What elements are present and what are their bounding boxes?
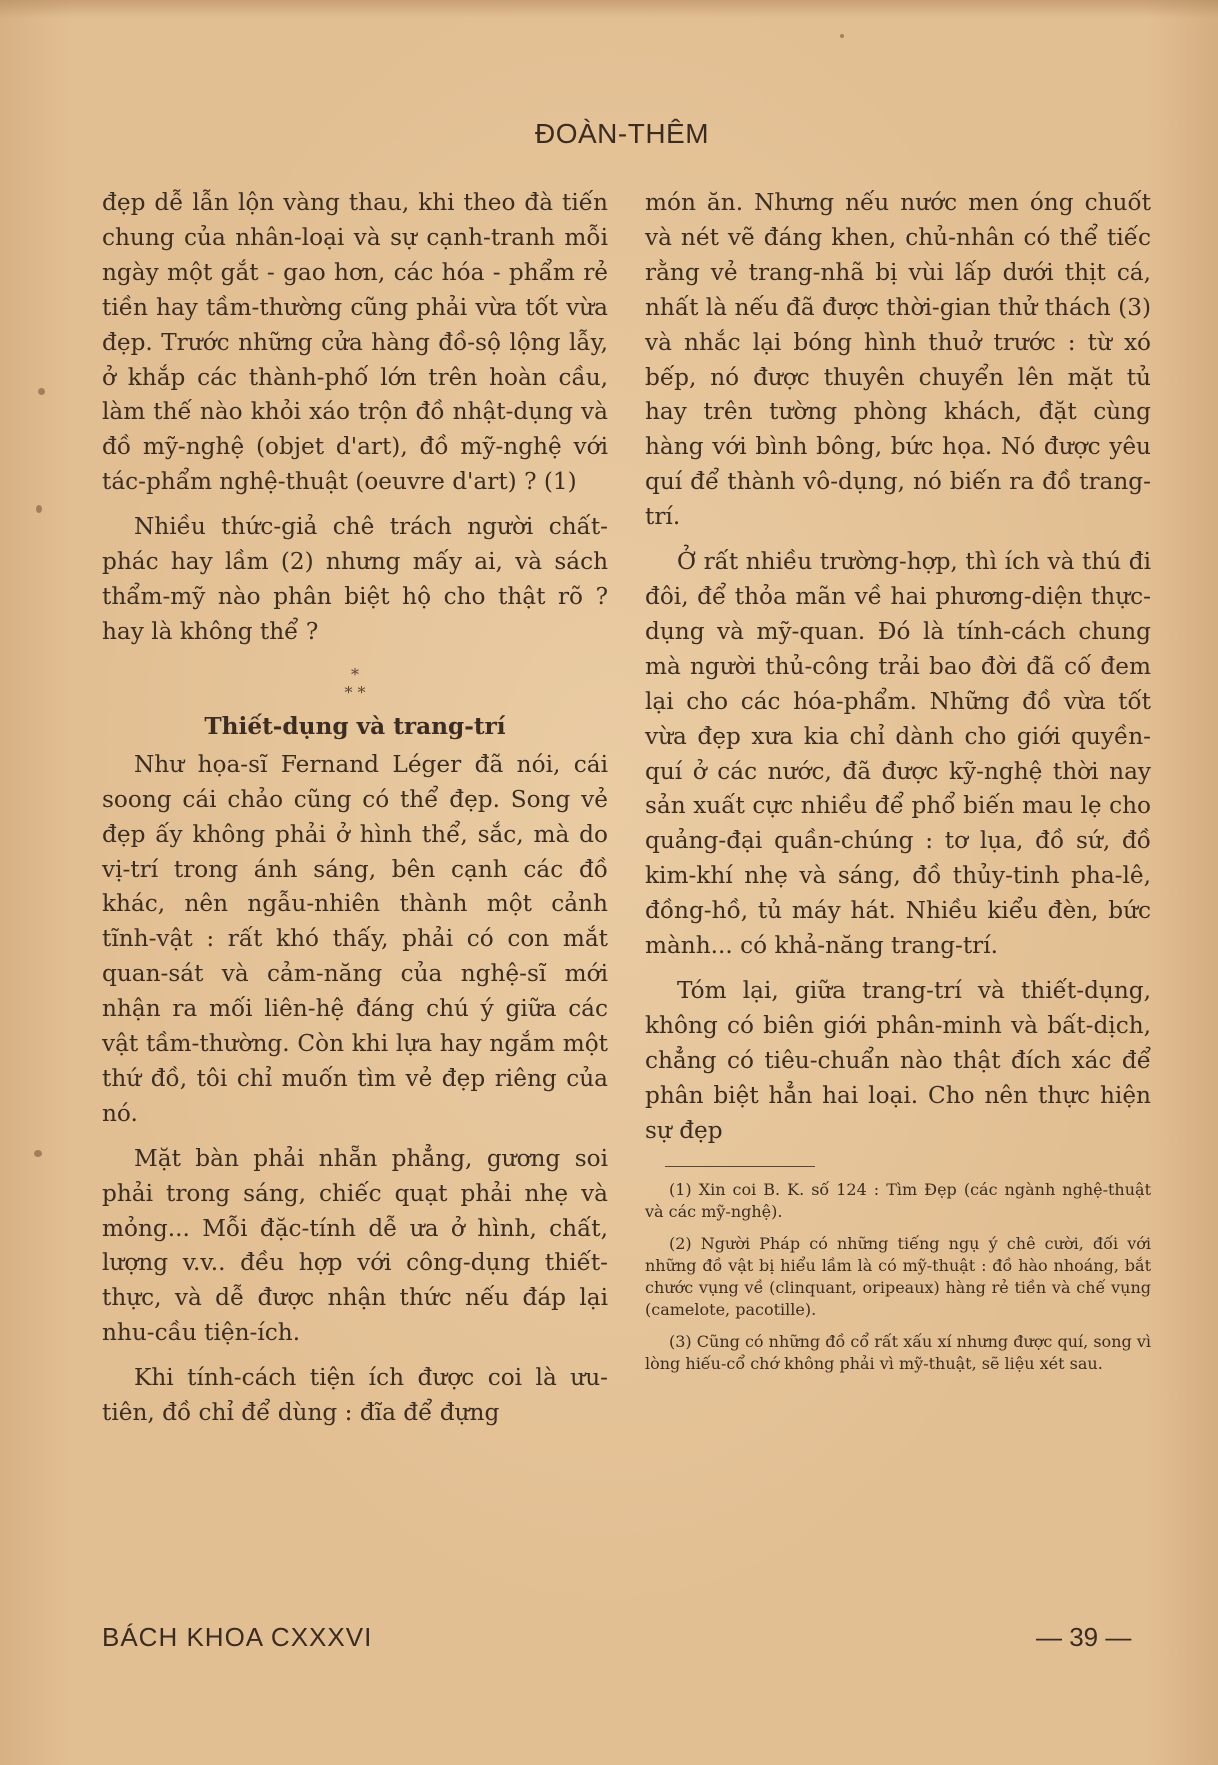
right-paragraph-2: Ở rất nhiều trường-hợp, thì ích và thú đi đôi, để thỏa mãn về hai phương-diện thực-dụng và mỹ-quan. Đó là tính-cách chung mà người thủ-công trải bao đời đã cố đem lại cho các hóa-phẩm. Những đồ vừa tốt vừa đẹp xưa kia chỉ dành cho giới quyền-quí ở các nước, đã được kỹ-nghệ thời nay sản xuất cực nhiều để phổ biến mau lẹ cho quảng-đại quần-chúng : tơ lụa, đồ sứ, đồ kim-khí nhẹ và sáng, đồ thủy-tinh pha-lê, đồng-hồ, tủ máy hát. Nhiều kiểu đèn, bức mành... có khả-năng trang-trí. xyxy=(645,548,1151,960)
right-column xyxy=(645,186,1151,1385)
paper-speck xyxy=(38,388,45,395)
running-head-author: ĐOÀN-THÊM xyxy=(535,118,710,149)
footnote-2: (2) Người Pháp có những tiếng ngụ ý chê cười, đối với những đồ vật bị hiểu lầm là có mỹ-thuật : đồ hào nhoáng, bắt chước vụng về (clinquant, oripeaux) hàng rẻ tiền và chế vụng (camelote, pacotille). xyxy=(645,1234,1151,1320)
asterisk-top: * xyxy=(351,664,359,684)
left-paragraph-5: Khi tính-cách tiện ích được coi là ưu-tiên, đồ chỉ để dùng : đĩa để đựng xyxy=(102,1364,608,1427)
footnote-1: (1) Xin coi B. K. số 124 : Tìm Đẹp (các ngành nghệ-thuật và các mỹ-nghệ). xyxy=(645,1180,1151,1222)
left-paragraph-1: đẹp dễ lẫn lộn vàng thau, khi theo đà tiến chung của nhân-loại và sự cạnh-tranh mỗi ngày một gắt - gao hơn, các hóa - phẩm rẻ tiền hay tầm-thường cũng phải vừa tốt vừa đẹp. Trước những cửa hàng đồ-sộ lộng lẫy, ở khắp các thành-phố lớn trên hoàn cầu, làm thế nào khỏi xáo trộn đồ nhật-dụng và đồ mỹ-nghệ (objet d'art), đồ mỹ-nghệ với tác-phẩm nghệ-thuật (oeuvre d'art) ? (1) xyxy=(102,189,608,496)
section-separator-asterisks xyxy=(102,666,608,702)
paper-speck xyxy=(840,34,844,38)
left-column xyxy=(102,186,608,1431)
right-paragraph-1: món ăn. Nhưng nếu nước men óng chuốt và nét vẽ đáng khen, chủ-nhân có thể tiếc rằng vẻ trang-nhã bị vùi lấp dưới thịt cá, nhất là nếu đã được thời-gian thử thách (3) và nhắc lại bóng hình thuở trước : từ xó bếp, nó được thuyên chuyển lên mặt tủ hay trên tường phòng khách, đặt cùng hàng với bình bông, bức họa. Nó được yêu quí để thành vô-dụng, nó biến ra đồ trang-trí. xyxy=(645,189,1151,531)
left-paragraph-2: Nhiều thức-giả chê trách người chất-phác hay lầm (2) nhưng mấy ai, và sách thẩm-mỹ nào phân biệt hộ cho thật rõ ? hay là không thể ? xyxy=(102,513,608,645)
asterisk-bottom: * * xyxy=(344,682,366,702)
footer-page-number: — 39 — xyxy=(1036,1622,1132,1652)
section-heading: Thiết-dụng và trang-trí xyxy=(204,712,506,740)
right-paragraph-3: Tóm lại, giữa trang-trí và thiết-dụng, không có biên giới phân-minh và bất-dịch, chẳng có tiêu-chuẩn nào thật đích xác để phân biệt hẳn hai loại. Cho nên thực hiện sự đẹp xyxy=(645,976,1151,1144)
left-paragraph-4: Mặt bàn phải nhẵn phẳng, gương soi phải trong sáng, chiếc quạt phải nhẹ và mỏng... Mỗi đặc-tính dễ ưa ở hình, chất, lượng v.v.. đều hợp với công-dụng thiết-thực, và dễ được nhận thức nếu đáp lại nhu-cầu tiện-ích. xyxy=(102,1144,608,1347)
paper-speck xyxy=(34,1150,42,1157)
page-edge-shadow xyxy=(0,0,1218,18)
paper-speck xyxy=(36,505,42,513)
left-paragraph-3: Như họa-sĩ Fernand Léger đã nói, cái soong cái chảo cũng có thể đẹp. Song vẻ đẹp ấy không phải ở hình thể, sắc, mà do vị-trí trong ánh sáng, bên cạnh các đồ khác, nên ngẫu-nhiên thành một cảnh tĩnh-vật : rất khó thấy, phải có con mắt quan-sát và cảm-năng của nghệ-sĩ mới nhận ra mối liên-hệ đáng chú ý giữa các vật tầm-thường. Còn khi lựa hay ngắm một thứ đồ, tôi chỉ muốn tìm vẻ đẹp riêng của nó. xyxy=(102,750,608,1127)
footnote-divider xyxy=(665,1166,815,1167)
footer-magazine-title: BÁCH KHOA CXXXVI xyxy=(102,1622,373,1652)
footnote-3: (3) Cũng có những đồ cổ rất xấu xí nhưng được quí, song vì lòng hiếu-cổ chớ không phải vì mỹ-thuật, sẽ liệu xét sau. xyxy=(645,1332,1151,1374)
